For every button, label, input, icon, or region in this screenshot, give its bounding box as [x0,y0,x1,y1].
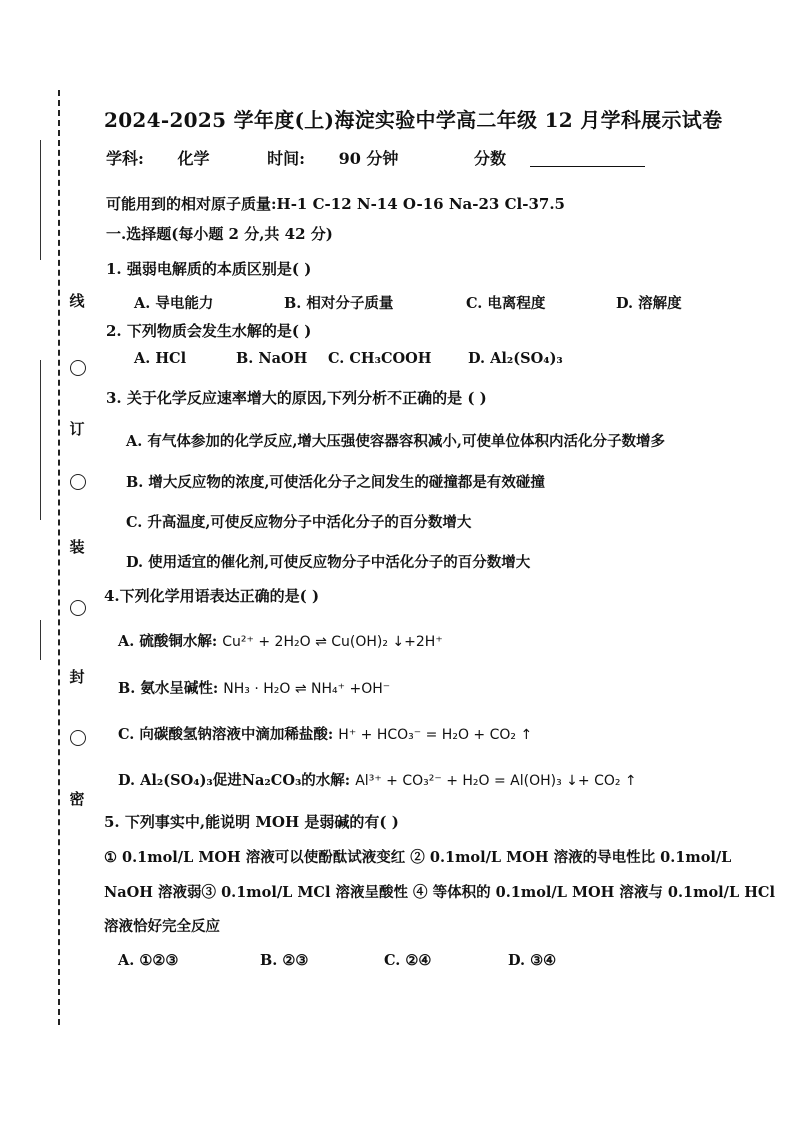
question-5-stem: 5. 下列事实中,能说明 MOH 是弱碱的有( ) [104,813,399,831]
q4-option-a-equation: Cu²⁺ + 2H₂O ⇌ Cu(OH)₂ ↓+2H⁺ [222,634,443,650]
q4-option-c-label: C. 向碳酸氢钠溶液中滴加稀盐酸: [118,726,334,743]
exam-meta [106,146,651,169]
q5-facts-line-3: 溶液恰好完全反应 [104,918,220,935]
question-4-stem: 4.下列化学用语表达正确的是( ) [104,587,320,605]
margin-char-xian: 线 [69,292,85,310]
q2-option-d[interactable]: D. Al₂(SO₄)₃ [468,350,563,367]
q5-facts-line-1: ① 0.1mol/L MOH 溶液可以使酚酞试液变红 ② 0.1mol/L MOH 溶液的导电性比 0.1mol/L [104,849,732,866]
subject-label: 学科: [106,149,144,168]
margin-char-ding: 订 [69,420,85,438]
score-label: 分数 [474,149,507,168]
q4-option-a[interactable] [118,630,443,651]
exam-title: 2024-2025 学年度(上)海淀实验中学高二年级 12 月学科展示试卷 [104,108,723,132]
q3-option-c[interactable]: C. 升高温度,可使反应物分子中活化分子的百分数增大 [126,514,472,531]
margin-hole [70,600,86,616]
q1-option-b[interactable]: B. 相对分子质量 [284,295,394,312]
margin-hole [70,730,86,746]
question-2-stem: 2. 下列物质会发生水解的是( ) [106,322,312,340]
q5-facts-line-2: NaOH 溶液弱③ 0.1mol/L MCl 溶液呈酸性 ④ 等体积的 0.1mol/L MOH 溶液与 0.1mol/L HCl [104,884,775,901]
margin-rule [40,360,51,520]
q3-option-b[interactable]: B. 增大反应物的浓度,可使活化分子之间发生的碰撞都是有效碰撞 [126,474,545,491]
margin-rule [40,620,51,660]
q4-option-b[interactable] [118,677,390,698]
section-heading: 一.选择题(每小题 2 分,共 42 分) [106,225,333,243]
margin-char-feng: 封 [69,668,85,686]
margin-hole [70,360,86,376]
question-1-stem: 1. 强弱电解质的本质区别是( ) [106,260,312,278]
q1-option-c[interactable]: C. 电离程度 [466,295,546,312]
q5-option-d[interactable]: D. ③④ [508,952,557,969]
q4-option-d-equation: Al³⁺ + CO₃²⁻ + H₂O = Al(OH)₃ ↓+ CO₂ ↑ [355,773,637,789]
q2-option-a[interactable]: A. HCl [134,350,187,367]
question-3-stem: 3. 关于化学反应速率增大的原因,下列分析不正确的是 ( ) [106,389,487,407]
q5-option-a[interactable]: A. ①②③ [118,952,179,969]
q3-option-a[interactable]: A. 有气体参加的化学反应,增大压强使容器容积减小,可使单位体积内活化分子数增多 [126,433,665,450]
q4-option-c[interactable] [118,723,532,744]
binding-margin [18,90,85,1025]
q2-option-b[interactable]: B. NaOH [236,350,308,367]
q4-option-c-equation: H⁺ + HCO₃⁻ = H₂O + CO₂ ↑ [338,727,533,743]
q4-option-b-label: B. 氨水呈碱性: [118,680,219,697]
margin-char-mi: 密 [69,790,85,808]
q5-option-c[interactable]: C. ②④ [384,952,432,969]
q4-option-b-equation: NH₃ · H₂O ⇌ NH₄⁺ +OH⁻ [223,681,391,697]
q4-option-a-label: A. 硫酸铜水解: [118,633,218,650]
margin-hole [70,474,86,490]
cut-line [58,90,68,1025]
q4-option-d[interactable] [118,769,637,790]
subject-value: 化学 [177,149,210,168]
time-label: 时间: [267,149,306,168]
margin-char-zhuang: 装 [69,538,85,556]
q1-option-a[interactable]: A. 导电能力 [134,295,214,312]
q5-option-b[interactable]: B. ②③ [260,952,309,969]
q3-option-d[interactable]: D. 使用适宜的催化剂,可使反应物分子中活化分子的百分数增大 [126,554,531,571]
time-value: 90 分钟 [338,149,399,168]
q2-option-c[interactable]: C. CH₃COOH [328,350,432,367]
score-blank[interactable] [530,166,645,167]
margin-rule [40,140,51,260]
q4-option-d-label: D. Al₂(SO₄)₃促进Na₂CO₃的水解: [118,772,351,789]
q1-option-d[interactable]: D. 溶解度 [616,295,682,312]
atomic-masses: 可能用到的相对原子质量:H-1 C-12 N-14 O-16 Na-23 Cl-37.5 [106,195,565,213]
